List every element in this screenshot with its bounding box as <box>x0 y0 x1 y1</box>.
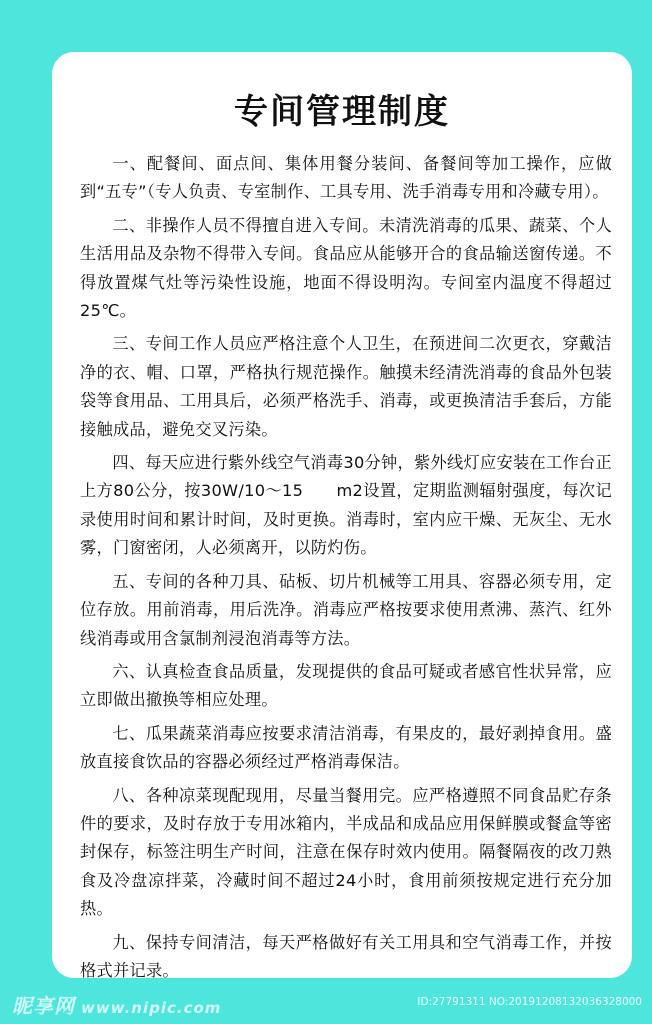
paragraph-8: 八、各种凉菜现配现用，尽量当餐用完。应严格遵照不同食品贮存条件的要求，及时存放于专用冰箱内，半成品和成品应用保鲜膜或餐盒等密封保存，标签注明生产时间，注意在保存时效内使用。隔餐隔夜的改刀熟食及冷盘凉拌菜，冷藏时间不超过24小时，食用前须按规定进行充分加热。 <box>80 785 612 919</box>
watermark-logo-text: 昵享网 <box>12 994 75 1018</box>
paragraph-2: 二、非操作人员不得擅自进入专间。未清洗消毒的瓜果、蔬菜、个人生活用品及杂物不得带入专间。食品应从能够开合的食品输送窗传递。不得放置煤气灶等污染性设施，地面不得设明沟。专间室内温度不得超过25℃。 <box>80 215 612 321</box>
watermark-url: www.nipic.com <box>81 999 222 1017</box>
watermark-logo <box>12 990 221 1019</box>
document-title: 专间管理制度 <box>234 92 450 132</box>
paragraph-7: 七、瓜果蔬菜消毒应按要求清洁消毒，有果皮的，最好剥掉食用。盛放直接食饮品的容器必须经过严格消毒保洁。 <box>80 723 612 772</box>
watermark-id: ID:27791311 NO:20191208132036328000 <box>417 996 642 1008</box>
paragraph-4: 四、每天应进行紫外线空气消毒30分钟，紫外线灯应安装在工作台正上方80公分，按30W/10～15 m2设置，定期监测辐射强度，每次记录使用时间和累计时间，及时更换。消毒时，室内应干燥、无灰尘、无水雾，门窗密闭，人必须离开，以防灼伤。 <box>80 453 612 558</box>
paragraph-5: 五、专间的各种刀具、砧板、切片机械等工用具、容器必须专用，定位存放。用前消毒，用后洗净。消毒应严格按要求使用煮沸、蒸汽、红外线消毒或用含氯制剂浸泡消毒等方法。 <box>80 571 612 648</box>
paragraph-9: 九、保持专间清洁，每天严格做好有关工用具和空气消毒工作，并按格式并记录。 <box>80 932 612 980</box>
paragraph-1: 一、配餐间、面点间、集体用餐分装间、备餐间等加工操作，应做到“五专”（专人负责、专室制作、工具专用、洗手消毒专用和冷藏专用）。 <box>80 154 612 202</box>
document-body <box>80 150 612 990</box>
paragraph-6: 六、认真检查食品质量，发现提供的食品可疑或者感官性状异常，应立即做出撤换等相应处理。 <box>80 661 612 710</box>
paragraph-3: 三、专间工作人员应严格注意个人卫生，在预进间二次更衣，穿戴洁净的衣、帽、口罩，严格执行规范操作。触摸未经清洗消毒的食品外包装袋等食用品、工用具后，必须严格洗手、消毒，或更换清洁手套后，方能接触成品，避免交叉污染。 <box>80 334 612 439</box>
document-card <box>52 52 632 978</box>
